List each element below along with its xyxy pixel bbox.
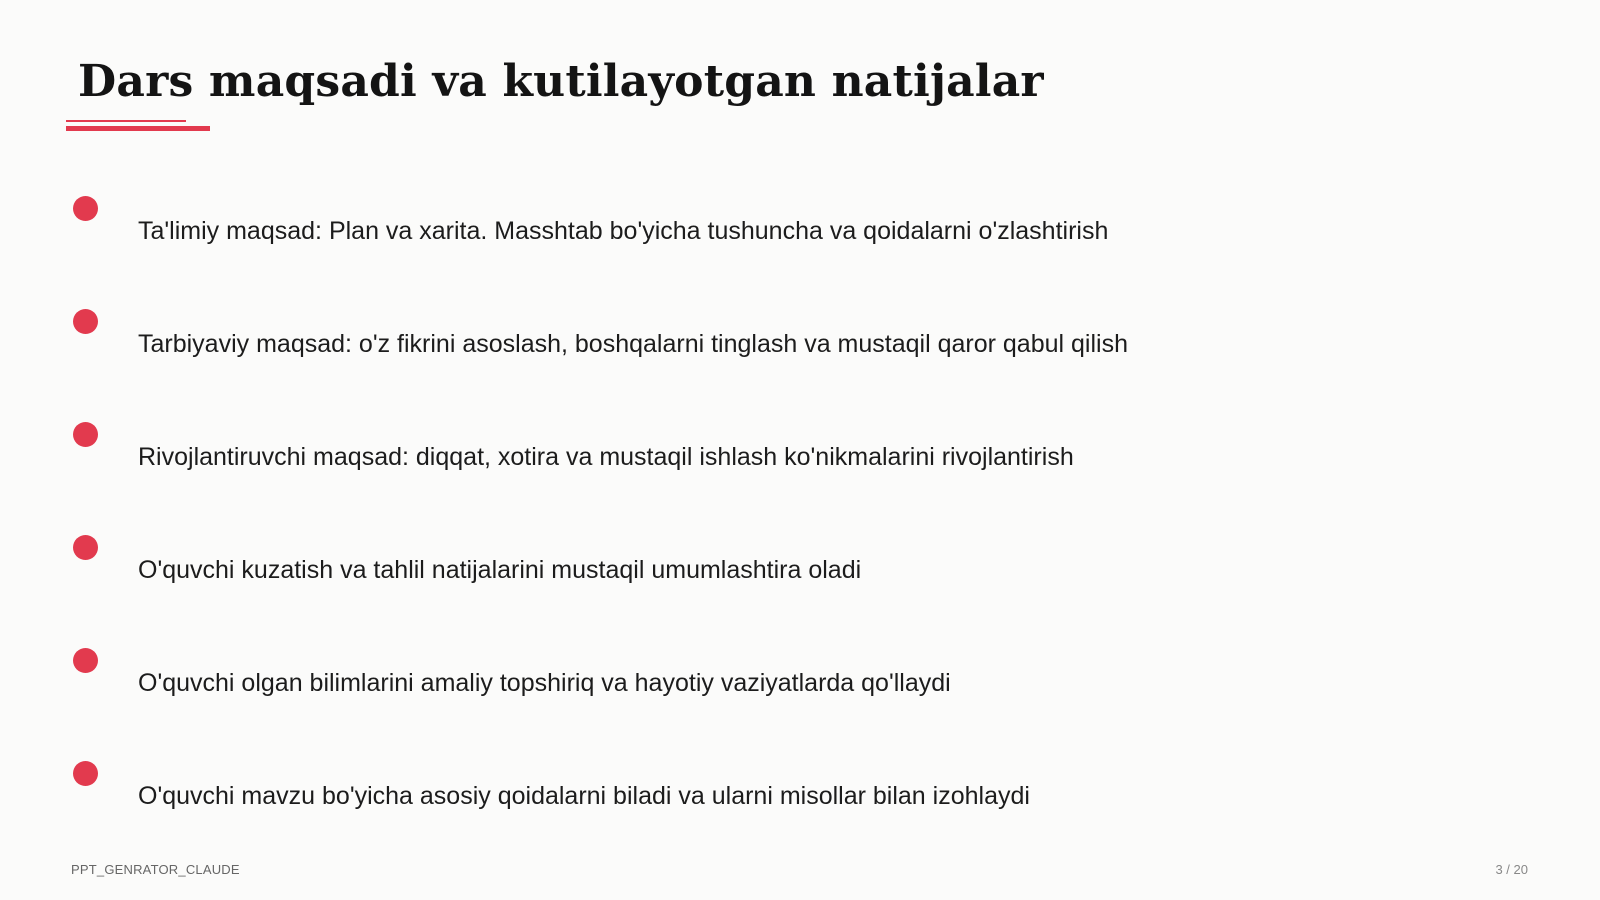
bullet-dot-icon xyxy=(73,309,98,334)
bullet-dot-icon xyxy=(73,648,98,673)
bullet-item xyxy=(73,309,1513,369)
title-underline xyxy=(66,126,210,131)
bullet-dot-icon xyxy=(73,196,98,221)
slide-title: Dars maqsadi va kutilayotgan natijalar xyxy=(78,56,1044,107)
title-underline-accent xyxy=(66,120,186,122)
bullet-item xyxy=(73,196,1513,256)
footer-brand: PPT_GENRATOR_CLAUDE xyxy=(71,862,240,877)
bullet-dot-icon xyxy=(73,422,98,447)
bullet-item xyxy=(73,761,1513,821)
bullet-dot-icon xyxy=(73,761,98,786)
bullet-dot-icon xyxy=(73,535,98,560)
bullet-text: Rivojlantiruvchi maqsad: diqqat, xotira va mustaqil ishlash ko'nikmalarini rivojlantirish xyxy=(138,443,1074,471)
bullet-text: O'quvchi olgan bilimlarini amaliy topshiriq va hayotiy vaziyatlarda qo'llaydi xyxy=(138,669,951,697)
bullet-item xyxy=(73,535,1513,595)
bullet-item xyxy=(73,648,1513,708)
bullet-text: O'quvchi mavzu bo'yicha asosiy qoidalarni biladi va ularni misollar bilan izohlaydi xyxy=(138,782,1030,810)
bullet-text: O'quvchi kuzatish va tahlil natijalarini mustaqil umumlashtira oladi xyxy=(138,556,862,584)
bullet-text: Tarbiyaviy maqsad: o'z fikrini asoslash, boshqalarni tinglash va mustaqil qaror qabul qilish xyxy=(138,330,1128,358)
bullet-item xyxy=(73,422,1513,482)
page-indicator: 3 / 20 xyxy=(1495,862,1528,877)
bullet-text: Ta'limiy maqsad: Plan va xarita. Masshtab bo'yicha tushuncha va qoidalarni o'zlashtirish xyxy=(138,217,1109,245)
